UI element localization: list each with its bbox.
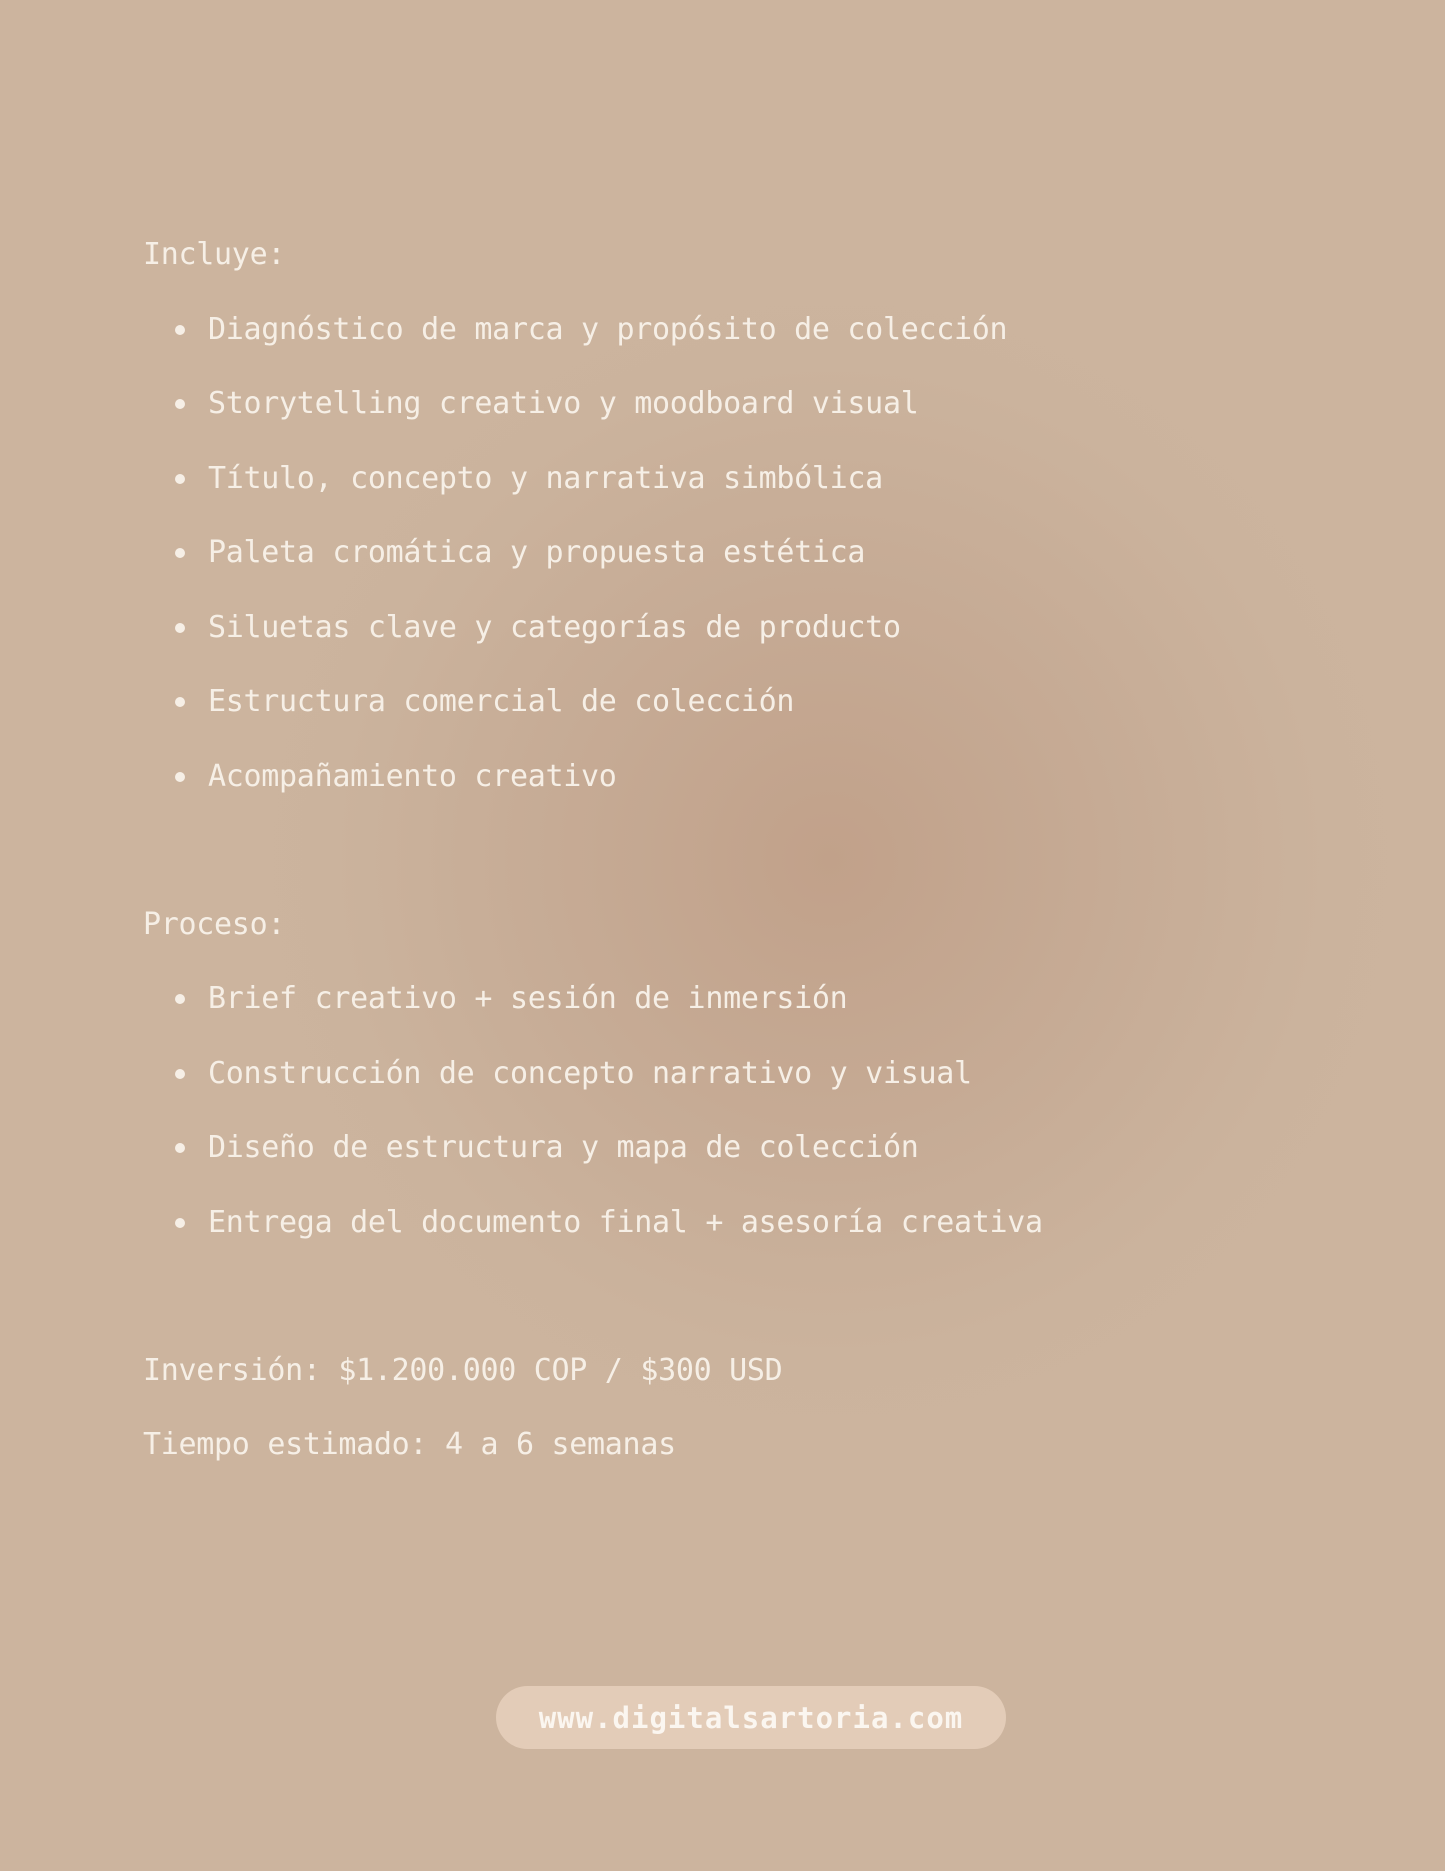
list-item — [143, 1123, 1343, 1173]
section-proceso — [143, 900, 1343, 1248]
list-item — [143, 379, 1343, 429]
bullet-icon — [175, 399, 185, 409]
list-item — [143, 1198, 1343, 1248]
proceso-list — [143, 974, 1343, 1248]
bullet-icon — [175, 1143, 185, 1153]
list-item — [143, 752, 1343, 802]
page-content — [143, 230, 1343, 1470]
inversion-text: Inversión: $1.200.000 COP / $300 USD — [143, 1352, 783, 1388]
list-item-text: Acompañamiento creativo — [208, 758, 617, 794]
list-item — [143, 1049, 1343, 1099]
bullet-icon — [175, 548, 185, 558]
list-item-text: Diagnóstico de marca y propósito de colección — [208, 311, 1008, 347]
list-item — [143, 603, 1343, 653]
bullet-icon — [175, 697, 185, 707]
incluye-list — [143, 305, 1343, 802]
website-link[interactable]: www.digitalsartoria.com — [496, 1686, 1006, 1749]
list-item — [143, 305, 1343, 355]
list-item-text: Título, concepto y narrativa simbólica — [208, 460, 883, 496]
list-item — [143, 454, 1343, 504]
list-item-text: Brief creativo + sesión de inmersión — [208, 981, 848, 1016]
list-item — [143, 974, 1343, 1024]
incluye-heading: Incluye: — [143, 237, 286, 272]
section-incluye — [143, 230, 1343, 802]
bullet-icon — [175, 474, 185, 484]
proceso-heading: Proceso: — [143, 906, 286, 942]
list-item-text: Estructura comercial de colección — [208, 684, 795, 719]
tiempo-text: Tiempo estimado: 4 a 6 semanas — [143, 1426, 676, 1462]
bullet-icon — [175, 772, 185, 782]
list-item-text: Paleta cromática y propuesta estética — [208, 535, 866, 570]
bullet-icon — [175, 994, 185, 1004]
list-item-text: Siluetas clave y categorías de producto — [208, 609, 901, 645]
list-item-text: Construcción de concepto narrativo y visual — [208, 1055, 972, 1091]
bullet-icon — [175, 1069, 185, 1079]
list-item — [143, 677, 1343, 727]
list-item-text: Diseño de estructura y mapa de colección — [208, 1130, 919, 1165]
list-item — [143, 528, 1343, 578]
bullet-icon — [175, 623, 185, 633]
section-inversion — [143, 1346, 1343, 1470]
list-item-text: Storytelling creativo y moodboard visual — [208, 386, 919, 421]
bullet-icon — [175, 1218, 185, 1228]
list-item-text: Entrega del documento final + asesoría creativa — [208, 1204, 1043, 1240]
bullet-icon — [175, 325, 185, 335]
